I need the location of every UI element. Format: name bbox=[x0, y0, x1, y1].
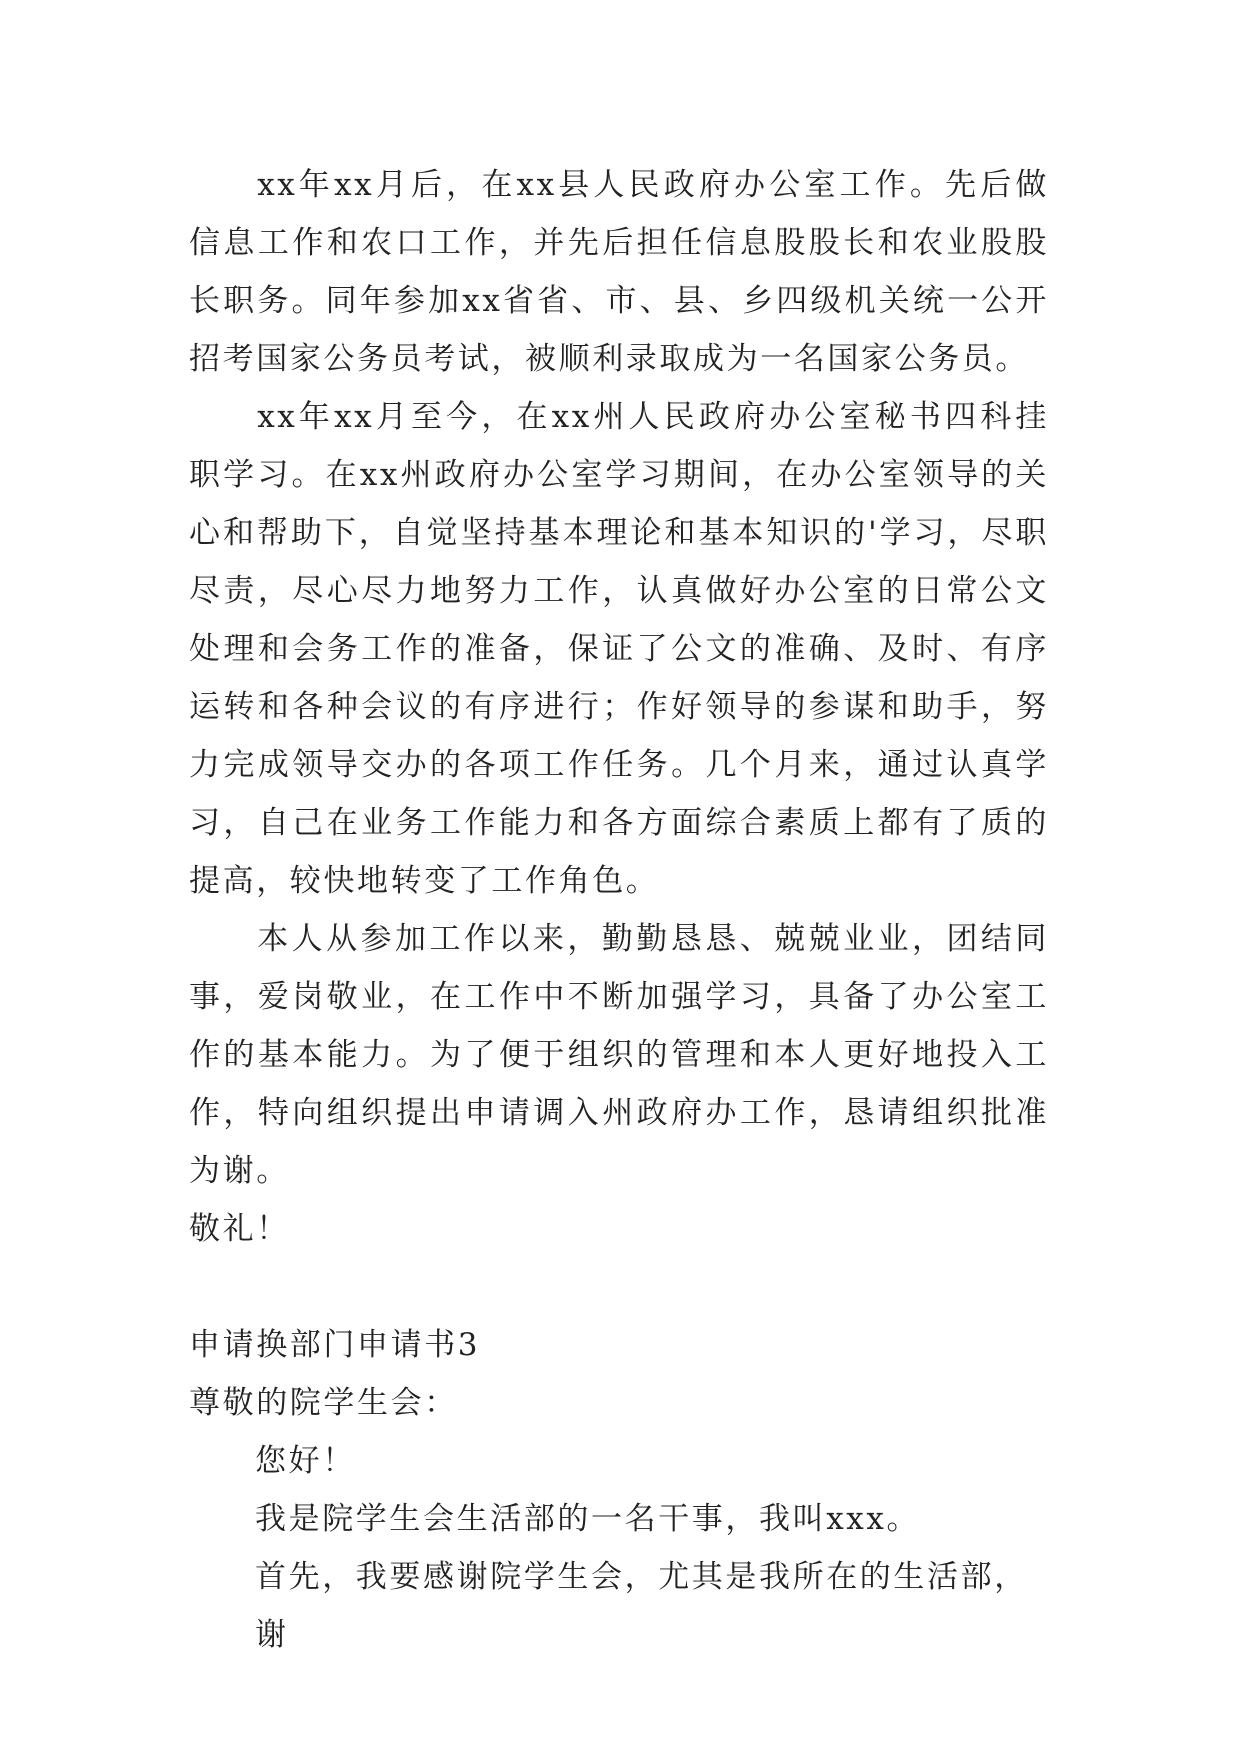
blank-line bbox=[189, 1258, 1049, 1316]
intro-line: 我是院学生会生活部的一名干事，我叫xxx。 bbox=[255, 1501, 921, 1537]
section-title: 申请换部门申请书3 bbox=[189, 1327, 481, 1363]
salutation: 尊敬的院学生会： bbox=[189, 1385, 458, 1421]
closing-salute: 敬礼！ bbox=[189, 1211, 290, 1247]
paragraph-county-office: xx年xx月后，在xx县人民政府办公室工作。先后做信息工作和农口工作，并先后担任信息股股长和农业股股长职务。同年参加xx省省、市、县、乡四级机关统一公开招考国家公务员考试，被顺利录取成为一名国家公务员。 bbox=[189, 167, 1049, 377]
paragraph-prefecture-office: xx年xx月至今，在xx州人民政府办公室秘书四科挂职学习。在xx州政府办公室学习期间，在办公室领导的关心和帮助下，自觉坚持基本理论和基本知识的'学习，尽职尽责，尽心尽力地努力工作，认真做好办公室的日常公文处理和会务工作的准备，保证了公文的准确、及时、有序运转和各种会议的有序进行；作好领导的参谋和助手，努力完成领导交办的各项工作任务。几个月来，通过认真学习，自己在业务工作能力和各方面综合素质上都有了质的提高，较快地转变了工作角色。 bbox=[189, 399, 1049, 899]
paragraph-thanks-start: 首先，我要感谢院学生会，尤其是我所在的生活部，谢 bbox=[255, 1559, 1028, 1653]
greeting: 您好！ bbox=[255, 1443, 356, 1479]
paragraph-transfer-request: 本人从参加工作以来，勤勤恳恳、兢兢业业，团结同事，爱岗敬业，在工作中不断加强学习，具备了办公室工作的基本能力。为了便于组织的管理和本人更好地投入工作，特向组织提出申请调入州政府办工作，恳请组织批准为谢。 bbox=[189, 921, 1049, 1189]
document-body bbox=[189, 156, 1049, 1664]
